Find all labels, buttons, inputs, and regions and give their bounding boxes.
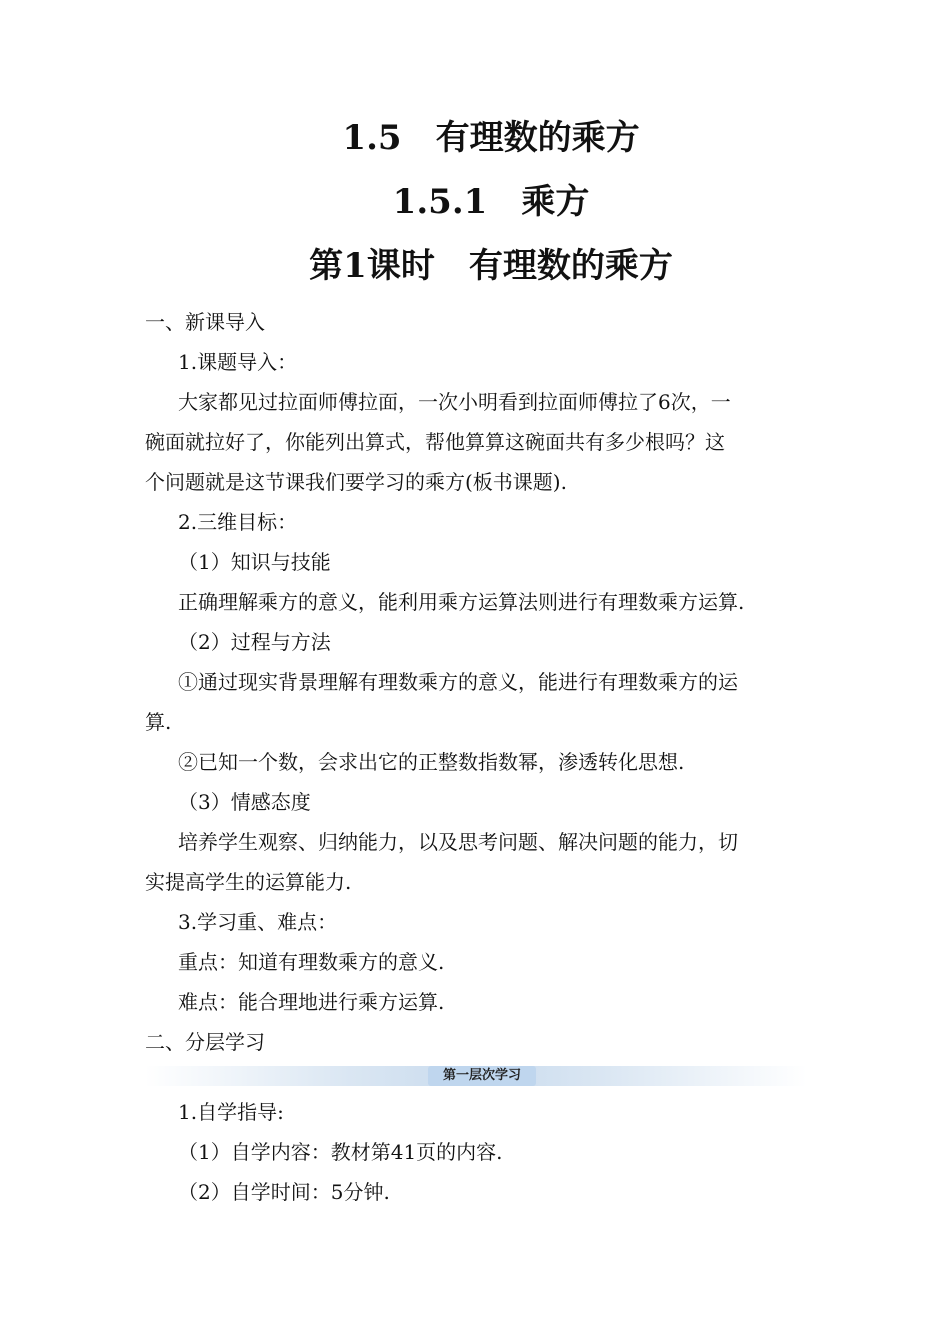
- goal3-line: 培养学生观察、归纳能力，以及思考问题、解决问题的能力，切: [178, 830, 738, 854]
- goal1-text: 正确理解乘方的意义，能利用乘方运算法则进行有理数乘方运算.: [178, 590, 745, 614]
- goal2-line: 算.: [145, 710, 172, 734]
- level-banner-label: 第一层次学习: [428, 1066, 536, 1086]
- intro-line: 个问题就是这节课我们要学习的乘方(板书课题).: [145, 470, 567, 494]
- goals-heading: 2.三维目标：: [178, 510, 298, 534]
- guide-content: （1）自学内容：教材第41页的内容.: [178, 1140, 503, 1164]
- key-point: 重点：知道有理数乘方的意义.: [178, 950, 445, 974]
- part2-heading: 二、分层学习: [145, 1030, 265, 1054]
- goal2-line: ①通过现实背景理解有理数乘方的意义，能进行有理数乘方的运: [178, 670, 738, 694]
- goal2-heading: （2）过程与方法: [178, 630, 331, 654]
- section-title: 1.5 有理数的乘方: [342, 118, 640, 158]
- intro-line: 大家都见过拉面师傅拉面，一次小明看到拉面师傅拉了6次，一: [178, 390, 731, 414]
- lesson-title: 第1课时 有理数的乘方: [309, 246, 673, 286]
- intro-line: 碗面就拉好了，你能列出算式，帮他算算这碗面共有多少根吗？这: [145, 430, 725, 454]
- subsection-title: 1.5.1 乘方: [392, 182, 590, 222]
- intro-heading: 1.课题导入：: [178, 350, 298, 374]
- difficult-point: 难点：能合理地进行乘方运算.: [178, 990, 445, 1014]
- key-heading: 3.学习重、难点：: [178, 910, 338, 934]
- goal2-line: ②已知一个数，会求出它的正整数指数幂，渗透转化思想.: [178, 750, 685, 774]
- guide-time: （2）自学时间：5分钟.: [178, 1180, 390, 1204]
- level-banner: [145, 1066, 807, 1086]
- part1-heading: 一、新课导入: [145, 310, 265, 334]
- goal3-line: 实提高学生的运算能力.: [145, 870, 352, 894]
- goal3-heading: （3）情感态度: [178, 790, 311, 814]
- guide-heading: 1.自学指导:: [178, 1100, 284, 1124]
- goal1-heading: （1）知识与技能: [178, 550, 331, 574]
